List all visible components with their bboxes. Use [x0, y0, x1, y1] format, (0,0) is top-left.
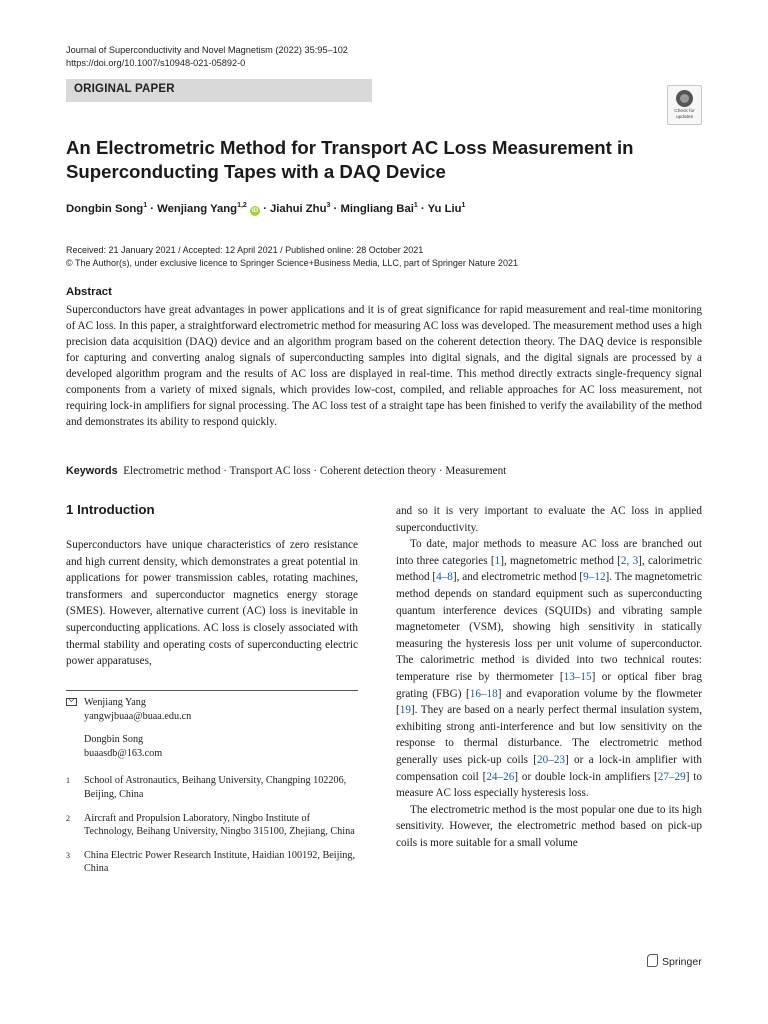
corresponding-name: Wenjiang Yang [84, 697, 146, 708]
citation-link[interactable]: 1 [494, 554, 501, 567]
text-run: ]. They are based on a nearly perfect thermal insulation system, exhibiting strong anti-interference and but low sensitivity on the response to thermal disturbance. The electrometric method generally uses pick-up coils [ [396, 704, 702, 766]
citation-link[interactable]: 27–29 [657, 770, 686, 783]
check-for-updates-badge[interactable] [667, 85, 702, 125]
keywords-line [66, 465, 506, 477]
citation-link[interactable]: 2, 3 [620, 554, 639, 567]
affiliation-item [66, 849, 358, 876]
author-separator: · [259, 203, 270, 215]
author-separator: · [147, 203, 158, 215]
copyright-line: © The Author(s), under exclusive licence to Springer Science+Business Media, LLC, part of Springer Nature 2021 [66, 258, 518, 268]
corresponding-email[interactable]: buaasdb@163.com [84, 747, 163, 759]
check-updates-icon [676, 90, 693, 107]
author-list [66, 203, 465, 216]
abstract-text: Superconductors have great advantages in power applications and it is of great significance for rapid measurement and real-time monitoring of AC loss. In this paper, a straightforward electrometric method for measuring AC loss was developed. The measurement method uses a high precision data acquisition (DAQ) device and an algorithm program based on the coherent detection theory. The DAQ device is responsible for capturing and converting analog signals of superconducting samples into digital signals, and the digital signals are processed by a developed algorithm program and the results of AC loss are displayed in real-time. This method directly extracts single-frequency signal components from a variety of mixed signals, which provides low-cost, compiled, and reliable approaches for AC loss measurement, not requiring lock-in amplifiers for signal processing. The AC loss test of a straight tape has been finished to verify the availability of the method and demonstrates its ability to respond quickly. [66, 304, 702, 428]
publication-history [66, 244, 518, 270]
text-run: ] or a lock-in amplifier with compensation coil [ [396, 753, 703, 783]
text-run: ], magnetometric method [ [500, 554, 621, 567]
affiliation-text: Aircraft and Propulsion Laboratory, Ningbo Institute of Technology, Beihang University, Ningbo 315100, Zhejiang, China [84, 812, 355, 838]
affiliation-number: 3 [66, 850, 70, 860]
text-run: ], calorimetric method [ [396, 554, 702, 584]
publisher-name: Springer [662, 956, 702, 968]
keywords-label: Keywords [66, 465, 118, 477]
author-name[interactable]: Dongbin Song [66, 203, 144, 215]
corresponding-email[interactable]: yangwjbuaa@buaa.edu.cn [84, 710, 192, 722]
corresponding-name: Dongbin Song [84, 734, 144, 746]
intro-paragraph: The electrometric method is the most popular one due to its high sensitivity. However, the electrometric method based on pick-up coils is more suitable for a small volume [396, 803, 702, 849]
affiliation-text: China Electric Power Research Institute, Haidian 100192, Beijing, China [84, 849, 356, 875]
journal-citation: Journal of Superconductivity and Novel Magnetism (2022) 35:95–102 [66, 45, 348, 55]
citation-link[interactable]: 20–23 [537, 753, 566, 766]
affiliation-item [66, 774, 358, 801]
abstract-heading: Abstract [66, 286, 112, 298]
text-run: ] or double lock-in amplifiers [ [514, 770, 658, 783]
text-run: ] or optical fiber brag grating (FBG) [ [396, 670, 702, 700]
author-affiliation: 3 [326, 202, 331, 210]
author-separator: · [417, 203, 428, 215]
keywords-list: Electrometric method · Transport AC loss · Coherent detection theory · Measurement [123, 465, 507, 477]
author-affiliation: 1 [461, 202, 466, 210]
journal-header [66, 44, 348, 70]
envelope-icon [66, 698, 77, 706]
affiliation-text: School of Astronautics, Beihang University, Changping 102206, Beijing, China [84, 775, 347, 800]
footnote-divider [66, 690, 358, 691]
springer-horse-icon [647, 954, 658, 967]
text-run: ] to measure AC loss especially hysteresis loss. [396, 770, 703, 800]
right-column [396, 503, 702, 851]
affiliation-number: 1 [66, 776, 70, 786]
corresponding-author-block [66, 696, 358, 760]
publisher-logo [647, 954, 702, 968]
author-affiliation: 1 [413, 202, 418, 210]
citation-link[interactable]: 13–15 [563, 670, 592, 683]
citation-link[interactable]: 24–26 [486, 770, 515, 783]
section-label: ORIGINAL PAPER [74, 83, 175, 95]
intro-paragraph: and so it is very important to evaluate the AC loss in applied superconductivity. [396, 505, 702, 534]
citation-link[interactable]: 19 [399, 704, 411, 717]
intro-paragraph: Superconductors have unique characteristics of zero resistance and high current density, which demonstrates a great potential in applications for power transmission cables, rotating machines, transformers and superconductor magnetics energy storage (SMES). However, alternative current (AC) loss is inevitable in superconducting applications. AC loss is closely associated with thermal stability and operating costs of superconducting electric power apparatuses, [66, 539, 358, 668]
author-affiliation: 1,2 [237, 202, 247, 210]
intro-paragraph-methods [396, 536, 702, 802]
text-run: ]. The magnetometric method depends on standard equipment such as superconducting quantum interference devices (SQUIDs) and vibrating sample magnetometer (VSM), showing high sensitivity in statically measuring the hysteresis loss per unit volume of superconductor. The calorimetric method is divided into two technical routes: temperature rise by thermometer [ [396, 571, 702, 683]
section-heading-introduction: 1 Introduction [66, 502, 155, 517]
check-updates-label: Check for updates [674, 109, 695, 120]
article-title: An Electrometric Method for Transport AC Loss Measurement in Superconducting Tapes with a DAQ Device [66, 137, 634, 182]
left-column [66, 537, 358, 670]
citation-link[interactable]: 4–8 [436, 571, 453, 584]
author-separator: · [330, 203, 341, 215]
affiliation-number: 2 [66, 813, 70, 823]
text-run: ] and evaporation volume by the flowmeter [ [396, 687, 702, 717]
text-run: To date, major methods to measure AC loss are branched out into three categories [ [396, 538, 702, 567]
section-banner [66, 79, 372, 102]
author-name[interactable]: Jiahui Zhu [270, 203, 327, 215]
author-name[interactable]: Wenjiang Yang [157, 203, 238, 215]
received-dates: Received: 21 January 2021 / Accepted: 12 April 2021 / Published online: 28 October 2021 [66, 245, 424, 255]
affiliation-item [66, 812, 358, 839]
author-footnotes [66, 696, 358, 876]
doi-link[interactable]: https://doi.org/10.1007/s10948-021-05892-0 [66, 58, 246, 68]
text-run: ], and electrometric method [ [452, 571, 584, 584]
orcid-icon[interactable]: iD [251, 207, 259, 214]
author-name[interactable]: Mingliang Bai [340, 203, 414, 215]
author-name[interactable]: Yu Liu [427, 203, 462, 215]
author-affiliation: 1 [143, 202, 148, 210]
citation-link[interactable]: 9–12 [583, 571, 606, 584]
citation-link[interactable]: 16–18 [469, 687, 498, 700]
